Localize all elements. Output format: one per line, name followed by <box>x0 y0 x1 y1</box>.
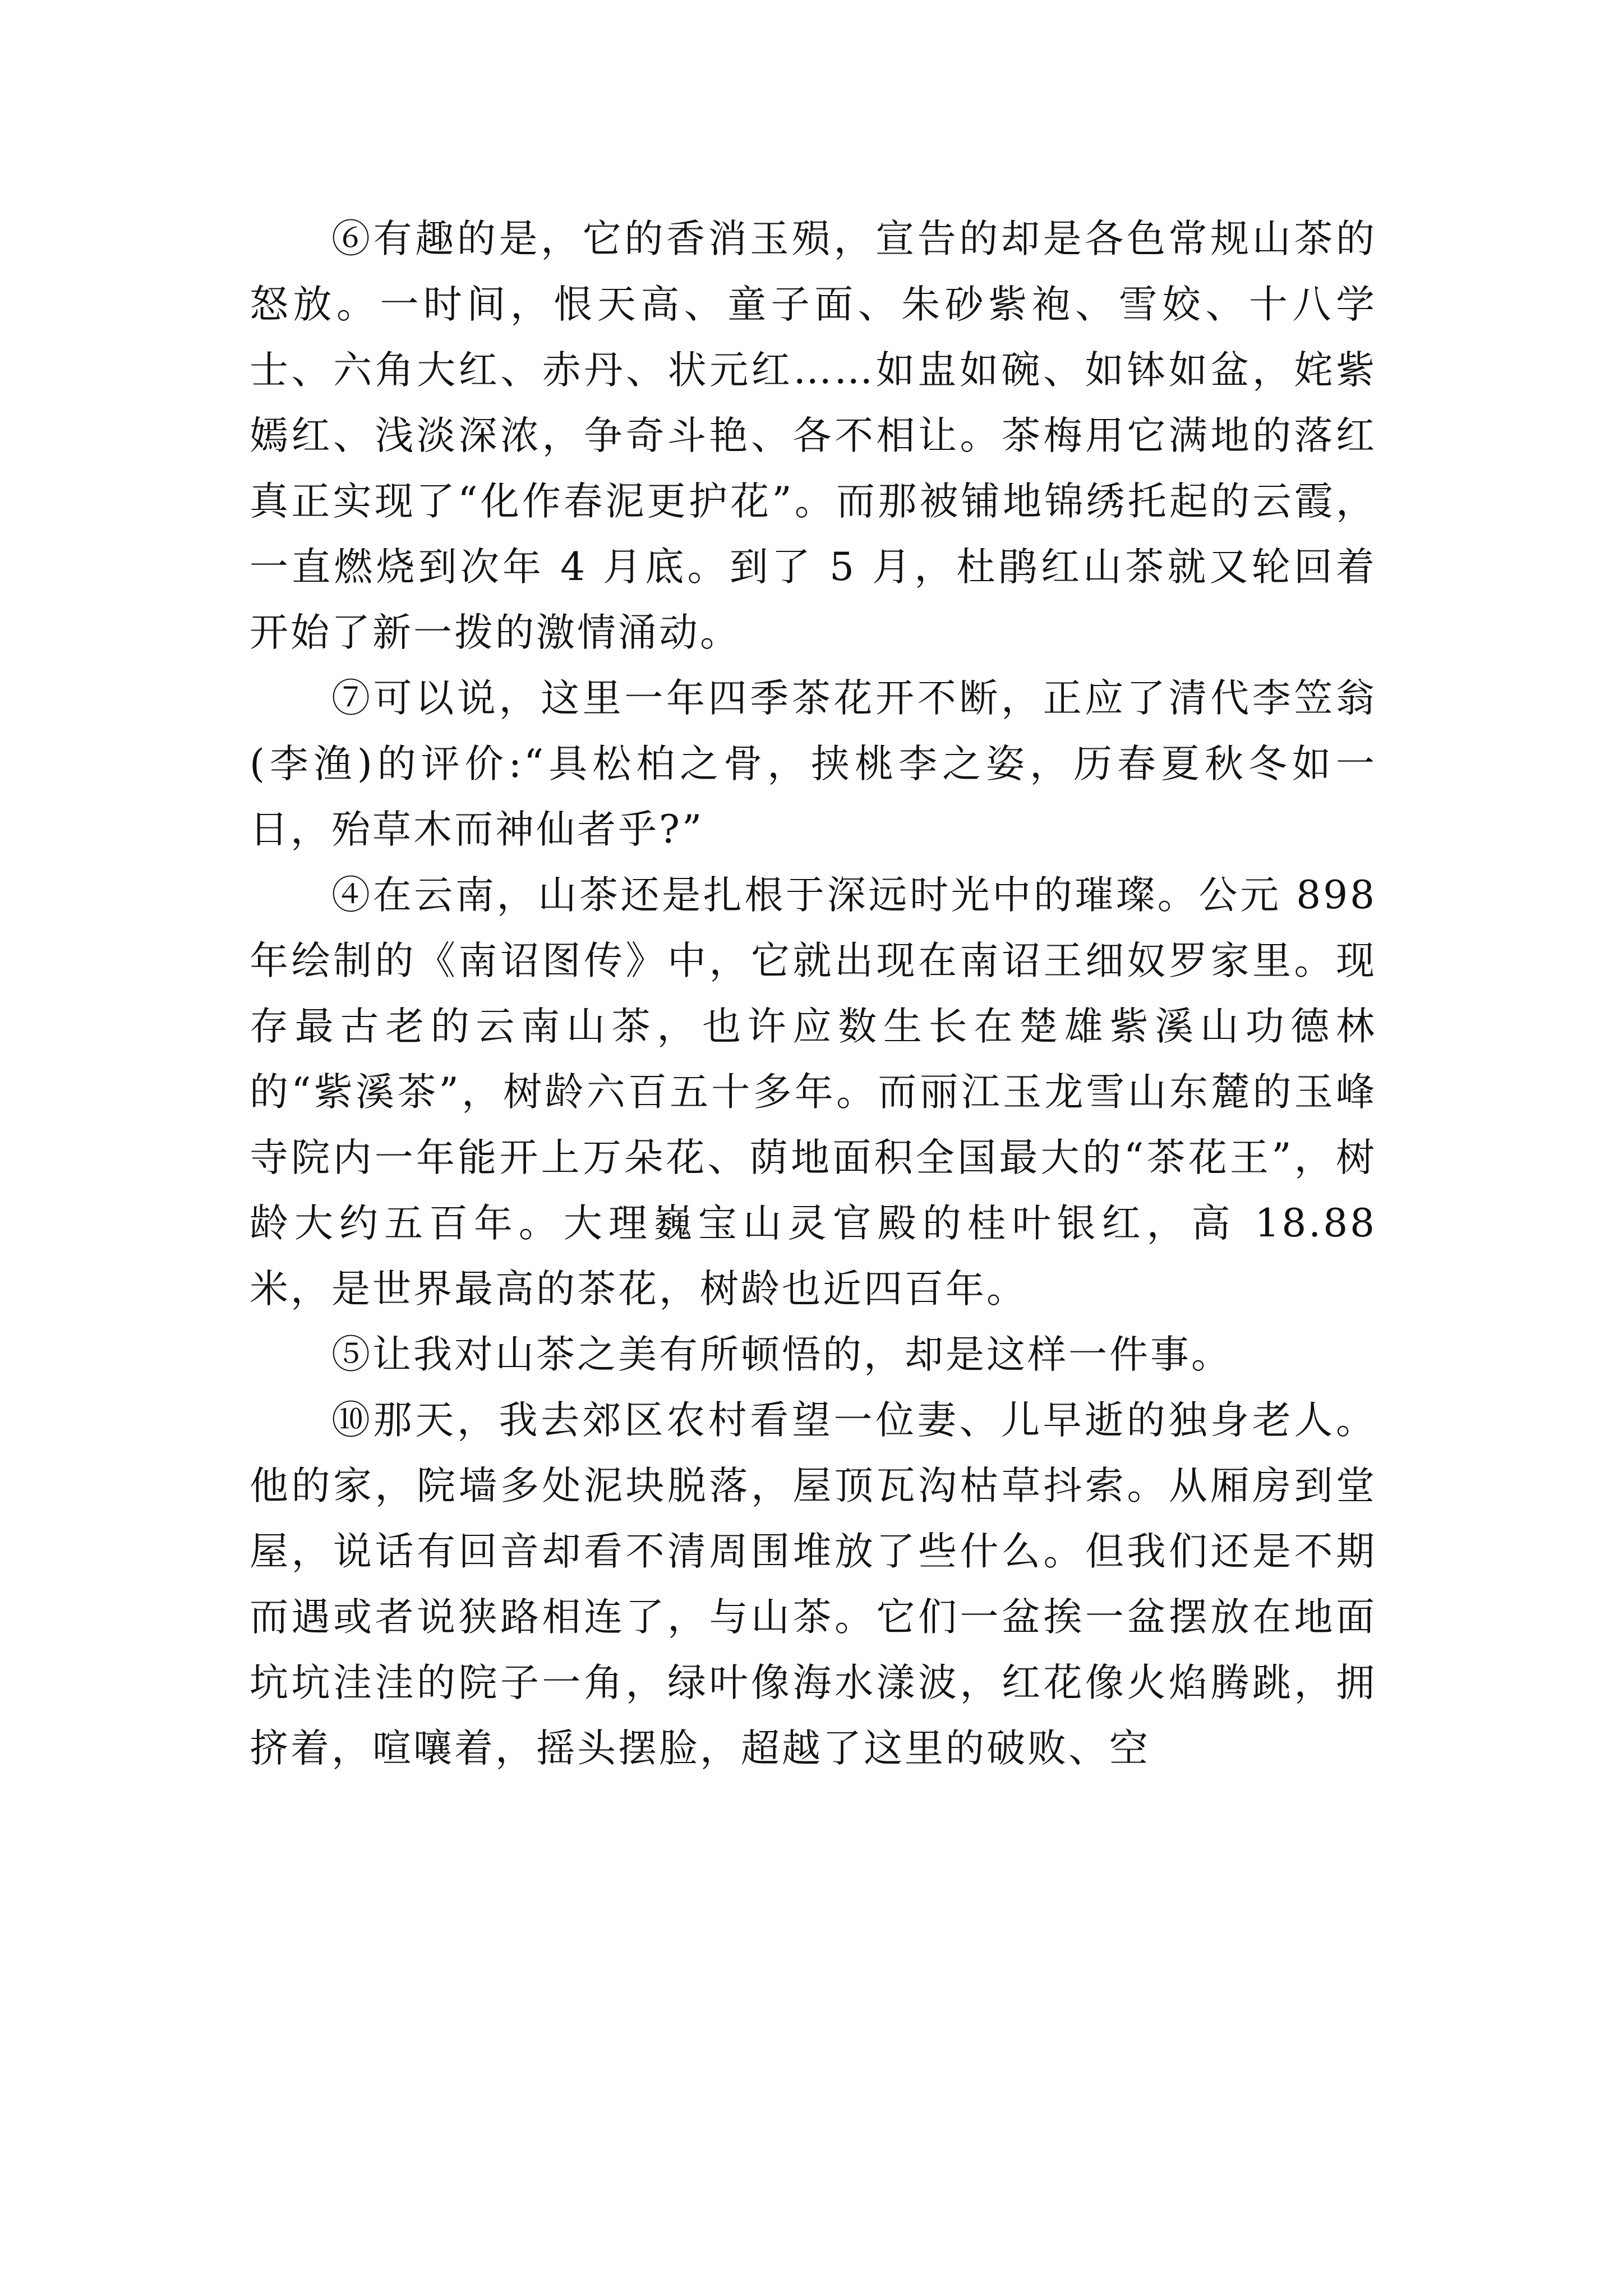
paragraph-marker: ⑩ <box>331 1398 374 1443</box>
paragraph-5 <box>250 1322 1377 1388</box>
paragraph-text: 在云南，山茶还是扎根于深远时光中的璀璨。公元 898 年绘制的《南诏图传》中，它就出现在南诏王细奴罗家里。现存最古老的云南山茶，也许应数生长在楚雄紫溪山功德林的“紫溪茶”，树龄六百五十多年。而丽江玉龙雪山东麓的玉峰寺院内一年能开上万朵花、荫地面积全国最大的“茶花王”，树龄大约五百年。大理巍宝山灵官殿的桂叶银红，高 18.88 米，是世界最高的茶花，树龄也近四百年。 <box>250 873 1377 1312</box>
body-text <box>250 206 1377 1782</box>
paragraph-7 <box>250 666 1377 863</box>
paragraph-text: 可以说，这里一年四季茶花开不断，正应了清代李笠翁(李渔)的评价:“具松柏之骨，挟桃李之姿，历春夏秋冬如一日，殆草木而神仙者乎?” <box>250 676 1377 852</box>
paragraph-marker: ⑥ <box>331 217 374 261</box>
paragraph-marker: ⑤ <box>331 1332 372 1377</box>
paragraph-10 <box>250 1388 1377 1782</box>
paragraph-text: 让我对山茶之美有所顿悟的，却是这样一件事。 <box>372 1332 1232 1377</box>
paragraph-text: 有趣的是，它的香消玉殒，宣告的却是各色常规山茶的怒放。一时间，恨天高、童子面、朱砂紫袍、雪姣、十八学士、六角大红、赤丹、状元红……如盅如碗、如钵如盆，姹紫嫣红、浅淡深浓，争奇斗艳、各不相让。茶梅用它满地的落红真正实现了“化作春泥更护花”。而那被铺地锦绣托起的云霞，一直燃烧到次年 4 月底。到了 5 月，杜鹃红山茶就又轮回着开始了新一拨的激情涌动。 <box>250 217 1377 655</box>
paragraph-marker: ④ <box>331 873 373 918</box>
paragraph-marker: ⑦ <box>331 676 374 721</box>
paragraph-4 <box>250 863 1377 1322</box>
paragraph-6 <box>250 206 1377 666</box>
paragraph-text: 那天，我去郊区农村看望一位妻、儿早逝的独身老人。他的家，院墙多处泥块脱落，屋顶瓦沟枯草抖索。从厢房到堂屋，说话有回音却看不清周围堆放了些什么。但我们还是不期而遇或者说狭路相连了，与山茶。它们一盆挨一盆摆放在地面坑坑洼洼的院子一角，绿叶像海水漾波，红花像火焰腾跳，拥挤着，喧嚷着，摇头摆脸，超越了这里的破败、空 <box>250 1398 1377 1771</box>
